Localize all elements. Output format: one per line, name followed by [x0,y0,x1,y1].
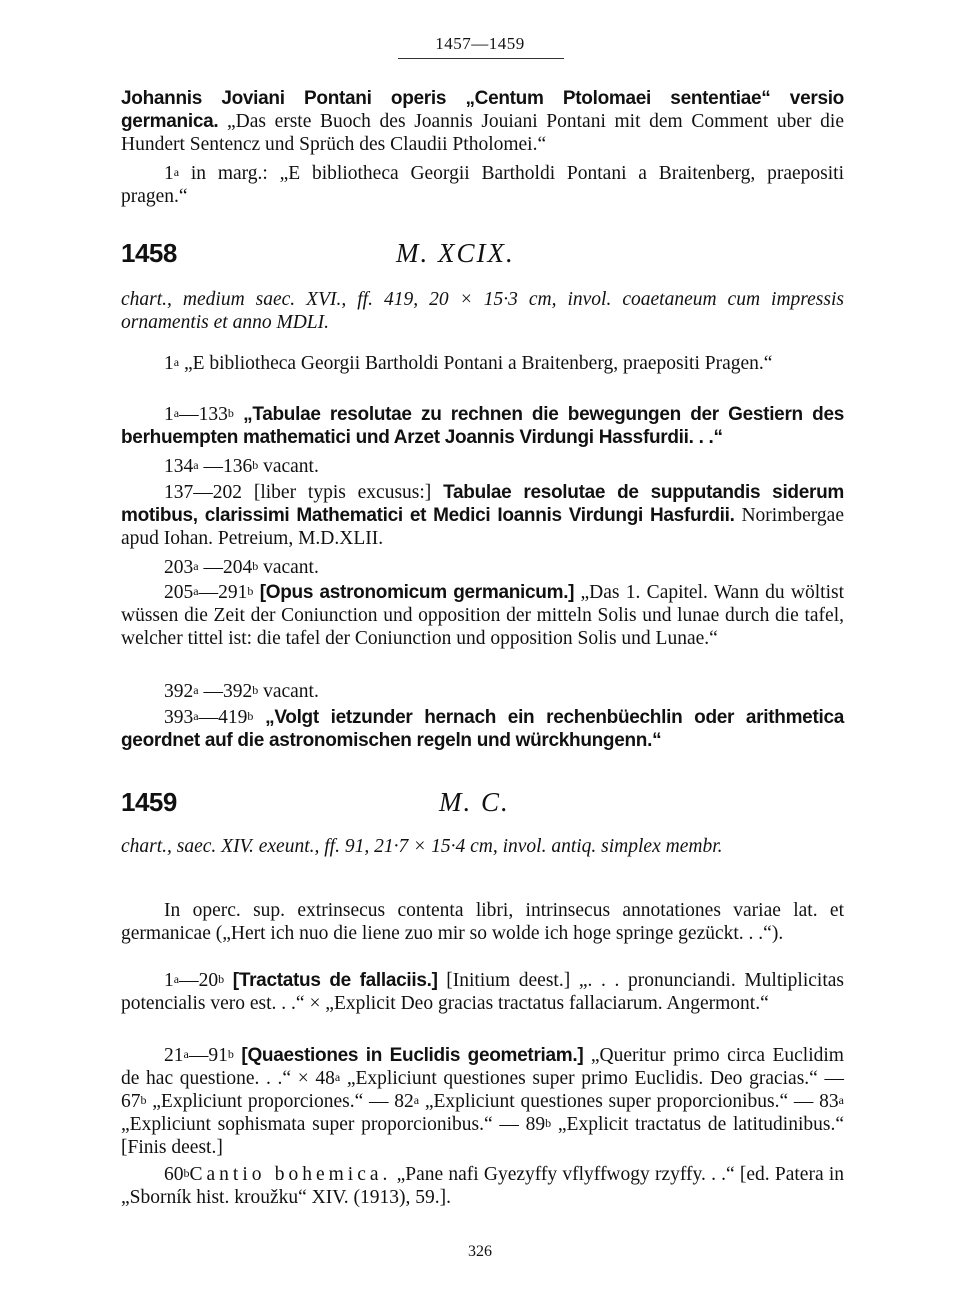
entry-1458-p1 [121,352,844,375]
folio-ref: —133 [179,404,228,425]
entry-1457-title [121,87,844,156]
paragraph-text: Norimbergae apud Iohan. Petreium, M.D.XLII. [121,505,844,549]
folio-side: a [173,972,180,986]
entry-1459-number: 1459 [121,787,177,817]
entry-1457-title-bold: Johannis Joviani Pontani operis „Centum Ptolomaei sententiae“ versio germanica. [121,88,844,132]
folio-ref: 1 [164,163,174,184]
entry-1458-p5 [121,556,844,579]
paragraph-text: „Expliciunt questiones super primo Euclidis. Deo gracias.“ — 67 [121,1068,844,1112]
folio-ref: —419 [198,707,248,728]
folio-ref: 60 [164,1164,184,1185]
folio-side: a [193,559,199,573]
item-title: „Volgt ietzunder hernach ein rechenbüechlin oder arithmetica geordnet auf die astronomischen regeln und würckhungenn.“ [121,707,844,751]
folio-ref: 1 [164,404,174,425]
entry-1457-title-rest: „Das erste Buoch des Joannis Jouiani Pontani mit dem Comment uber die Hundert Sentencz und Sprüch des Claudii Ptholomei.“ [121,111,844,155]
folio-ref: —392 [198,681,253,702]
folio-side: b [252,683,259,697]
folio-side: b [227,1047,234,1061]
entry-1459-signature: M. C. [439,787,510,817]
folio-side: b [252,559,259,573]
folio-ref: 137—202 [164,482,242,503]
folio-ref: —91 [188,1045,228,1066]
folio-ref: 1 [164,970,174,991]
entry-1459-p3 [121,1044,844,1159]
folio-side: a [413,1093,420,1107]
paragraph-text: vacant. [258,681,319,702]
paragraph-text: vacant. [258,456,319,477]
paragraph-text: vacant. [258,557,319,578]
paragraph-text: „Expliciunt sophismata super proporcionibus.“ — 89 [121,1114,546,1135]
folio-side: a [193,683,199,697]
folio-side: a [193,458,199,472]
spaced-heading: Cantio bohemica. [189,1164,392,1185]
entry-1459-p1: In operc. sup. extrinsecus contenta libri, intrinsecus annotationes variae lat. et germanicae („Hert ich nuo die liene zuo mir so wolde ich hoge springe gezückt. . .“). [121,900,844,944]
paragraph-text: [liber typis excusus:] [242,482,444,503]
entry-1458-p6 [121,581,844,650]
entry-1457-note [121,162,844,208]
folio-ref: —20 [179,970,219,991]
paragraph-text: „E bibliotheca Georgii Bartholdi Pontani a Braitenberg, praepositi Pragen.“ [179,353,773,374]
folio-side: a [173,165,180,179]
entry-1458-p3 [121,455,844,478]
paragraph-text: „Das 1. Capitel. Wann du wöltist wüssen die Zeit der Coniunction und opposition der mitteln Solis und lunae durch die tafel, welcher tittel ist: die tafel der Coniunction und opposition Solis und Lunae.“ [121,582,844,649]
folio-side: a [838,1093,844,1107]
entry-1459-description: chart., saec. XIV. exeunt., ff. 91, 21·7 × 15·4 cm, invol. antiq. simplex membr. [121,836,723,857]
folio-ref: 21 [164,1045,184,1066]
entry-1458-signature: M. XCIX. [396,238,515,268]
entry-1458-p7 [121,680,844,703]
header-rule [398,58,564,59]
paragraph-text: „Expliciunt questiones super proporcionibus.“ — 83 [419,1091,839,1112]
paragraph-text: „Pane nafi Gyezyffy vflyffwogy rzyffy. . .“ [ed. Patera in „Sborník hist. kroužku“ XIV. (1913), 59.]. [121,1164,844,1208]
folio-ref: 1 [164,353,174,374]
entry-1458-number: 1458 [121,238,177,268]
folio-ref: —136 [198,456,253,477]
note-text: in marg.: „E bibliotheca Georgii Bartholdi Pontani a Braitenberg, praepositi pragen.“ [121,163,844,207]
folio-side: a [183,1047,189,1061]
folio-side: b [247,709,254,723]
folio-side: b [252,458,259,472]
folio-side: a [173,355,180,369]
entry-1458-description: chart., medium saec. XVI., ff. 419, 20 × 15·3 cm, invol. coaetaneum cum impressis ornamentis et anno MDLI. [121,289,844,333]
folio-ref: 134 [164,456,194,477]
entry-1459-p4 [121,1163,844,1209]
folio-side: b [218,972,225,986]
folio-ref: 393 [164,707,194,728]
folio-ref: —204 [198,557,253,578]
folio-side: b [227,406,234,420]
folio-ref: 392 [164,681,194,702]
entry-1458-p2 [121,403,844,449]
item-title: [Tractatus de fallaciis.] [224,970,438,991]
item-title: Tabulae resolutae de supputandis siderum motibus, clarissimi Mathematici et Medici Ioannis Virdungi Hasfurdii. [121,482,844,526]
folio-ref: 203 [164,557,194,578]
folio-ref: 205 [164,582,194,603]
paragraph-text: „Queritur primo circa Euclidim de hac questione. . .“ × 48 [121,1045,844,1089]
folio-side: b [140,1093,147,1107]
folio-ref: —291 [198,582,248,603]
entry-1459-p2 [121,969,844,1015]
folio-side: a [173,406,180,420]
paragraph-text: [Initium deest.] „. . . pronunciandi. Multiplicitas potencialis vero est. . .“ × „Explicit Deo gracias tractatus fallaciarum. Angermont.“ [121,970,844,1014]
item-title: [Opus astronomicum germanicum.] [253,582,575,603]
page-number: 326 [468,1243,492,1260]
entry-1458-p8 [121,706,844,752]
running-head: 1457—1459 [435,34,525,53]
item-title: „Tabulae resolutae zu rechnen die bewegungen der Gestiern des berhuempten mathematici und Arzet Joannis Virdungi Hassfurdii. . .“ [121,404,844,448]
folio-side: a [334,1070,341,1084]
paragraph-text: „Explicit tractatus de latitudinibus.“ [Finis deest.] [121,1114,844,1158]
entry-1458-p4 [121,481,844,550]
folio-side: b [545,1116,552,1130]
paragraph-text: „Expliciunt proporciones.“ — 82 [146,1091,414,1112]
item-title: [Quaestiones in Euclidis geometriam.] [233,1045,584,1066]
folio-side: a [193,584,199,598]
folio-side: b [247,584,254,598]
folio-side: a [193,709,199,723]
folio-side: b [183,1166,190,1180]
